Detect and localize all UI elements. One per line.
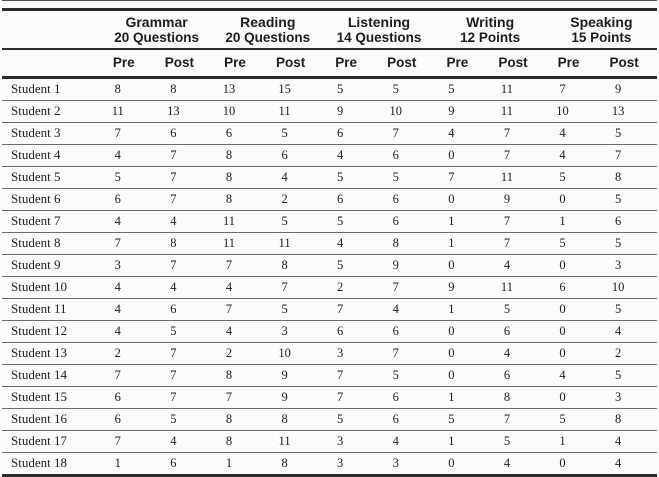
score-cell: 8 — [268, 409, 324, 431]
score-cell: 0 — [435, 365, 491, 387]
score-cell: 0 — [546, 387, 602, 409]
score-cell: 3 — [323, 343, 379, 365]
score-cell: 5 — [601, 189, 657, 211]
score-cell: 2 — [268, 189, 324, 211]
score-cell: 7 — [323, 299, 379, 321]
score-cell: 5 — [601, 365, 657, 387]
student-label: Student 12 — [2, 321, 101, 343]
score-cell: 5 — [323, 409, 379, 431]
score-cell: 4 — [601, 431, 657, 453]
score-cell: 1 — [546, 211, 602, 233]
table-row — [2, 409, 657, 431]
score-cell: 9 — [490, 189, 546, 211]
score-cell: 13 — [157, 101, 213, 123]
score-cell: 1 — [435, 299, 491, 321]
score-cell: 4 — [379, 431, 435, 453]
score-cell: 6 — [101, 409, 157, 431]
column-group-header — [212, 10, 323, 50]
scores-table — [2, 8, 657, 477]
table-row — [2, 343, 657, 365]
score-cell: 6 — [379, 409, 435, 431]
group-name: Reading — [240, 14, 296, 30]
student-label: Student 10 — [2, 277, 101, 299]
group-subtitle: 20 Questions — [114, 30, 199, 45]
score-cell: 7 — [101, 365, 157, 387]
score-cell: 5 — [546, 233, 602, 255]
score-cell: 6 — [101, 387, 157, 409]
score-cell: 6 — [379, 321, 435, 343]
score-cell: 5 — [323, 78, 379, 101]
score-cell: 8 — [157, 78, 213, 101]
table-row — [2, 299, 657, 321]
score-cell: 3 — [601, 387, 657, 409]
score-cell: 11 — [212, 211, 268, 233]
score-cell: 7 — [546, 78, 602, 101]
score-cell: 7 — [268, 277, 324, 299]
table-row — [2, 321, 657, 343]
score-cell: 6 — [268, 145, 324, 167]
score-cell: 13 — [601, 101, 657, 123]
score-cell: 5 — [157, 409, 213, 431]
student-label: Student 1 — [2, 78, 101, 101]
score-cell: 4 — [503, 456, 511, 470]
score-cell: 1 — [114, 456, 121, 470]
score-cell: 6 — [379, 145, 435, 167]
table-body — [2, 78, 657, 476]
score-cell: 7 — [435, 167, 491, 189]
score-cell: 1 — [546, 431, 602, 453]
score-cell: 1 — [435, 211, 491, 233]
score-cell: 1 — [435, 233, 491, 255]
group-subtitle: 20 Questions — [225, 30, 311, 45]
score-cell: 7 — [323, 387, 379, 409]
subheader-cell: Pre — [546, 49, 602, 78]
table-header — [2, 10, 657, 78]
score-cell: 5 — [323, 211, 379, 233]
score-cell: 7 — [379, 123, 435, 145]
score-cell: 11 — [268, 431, 324, 453]
table-row — [2, 123, 657, 145]
score-cell: 7 — [157, 387, 213, 409]
score-cell: 10 — [546, 101, 602, 123]
score-cell: 0 — [546, 343, 602, 365]
score-cell: 7 — [157, 343, 213, 365]
score-cell: 11 — [490, 167, 546, 189]
score-cell: 6 — [490, 321, 546, 343]
score-cell: 5 — [546, 409, 602, 431]
score-cell: 1 — [225, 456, 233, 470]
corner-cell — [2, 10, 101, 50]
score-cell: 11 — [490, 101, 546, 123]
score-cell: 3 — [323, 431, 379, 453]
student-label: Student 17 — [2, 431, 101, 453]
score-cell: 4 — [157, 431, 213, 453]
group-subtitle: 12 Points — [460, 30, 521, 45]
score-cell: 0 — [546, 321, 602, 343]
score-cell: 7 — [101, 431, 157, 453]
score-cell: 5 — [546, 167, 602, 189]
score-cell: 7 — [157, 365, 213, 387]
score-cell: 4 — [157, 277, 213, 299]
group-header-row — [2, 10, 657, 50]
subheader-cell: Post — [601, 49, 657, 78]
score-cell: 8 — [268, 255, 324, 277]
table-row — [2, 167, 657, 189]
score-cell: 5 — [379, 167, 435, 189]
score-cell: 5 — [490, 299, 546, 321]
table-row — [2, 387, 657, 409]
student-label: Student 7 — [2, 211, 101, 233]
score-cell: 6 — [323, 123, 379, 145]
student-label: Student 9 — [2, 255, 101, 277]
score-cell: 6 — [157, 123, 213, 145]
score-cell: 8 — [157, 233, 213, 255]
score-cell: 0 — [546, 255, 602, 277]
score-cell: 5 — [268, 123, 324, 145]
score-cell: 4 — [601, 321, 657, 343]
score-cell: 9 — [379, 255, 435, 277]
score-cell: 11 — [101, 101, 157, 123]
score-cell: 7 — [379, 277, 435, 299]
subheader-cell: Pre — [212, 49, 268, 78]
column-group-header — [101, 10, 212, 50]
score-cell: 1 — [435, 387, 491, 409]
column-group-header — [435, 10, 546, 50]
score-cell: 6 — [546, 277, 602, 299]
student-label: Student 16 — [2, 409, 101, 431]
score-cell: 8 — [212, 145, 268, 167]
student-label: Student 15 — [2, 387, 101, 409]
score-cell: 5 — [157, 321, 213, 343]
score-cell: 6 — [212, 123, 268, 145]
score-cell: 9 — [601, 78, 657, 101]
score-cell: 5 — [268, 299, 324, 321]
score-cell: 5 — [490, 431, 546, 453]
score-cell: 5 — [379, 78, 435, 101]
table-row — [2, 233, 657, 255]
subheader-cell: Post — [490, 49, 546, 78]
score-cell: 10 — [268, 343, 324, 365]
score-cell: 5 — [101, 167, 157, 189]
table-row — [2, 453, 657, 476]
score-cell: 15 — [268, 78, 324, 101]
score-cell: 7 — [212, 387, 268, 409]
score-cell: 4 — [323, 233, 379, 255]
score-cell: 8 — [379, 233, 435, 255]
score-cell: 2 — [101, 343, 157, 365]
score-cell: 9 — [435, 277, 491, 299]
column-group-header — [323, 10, 434, 50]
score-cell: 5 — [323, 255, 379, 277]
score-cell: 3 — [392, 456, 399, 470]
score-cell: 4 — [212, 321, 268, 343]
score-cell: 6 — [323, 189, 379, 211]
score-cell: 7 — [157, 167, 213, 189]
score-cell: 6 — [379, 387, 435, 409]
score-cell: 8 — [601, 167, 657, 189]
score-cell: 7 — [101, 233, 157, 255]
score-cell: 7 — [490, 233, 546, 255]
score-cell: 0 — [559, 456, 566, 470]
score-cell: 8 — [281, 456, 288, 470]
score-cell: 11 — [212, 233, 268, 255]
score-cell: 6 — [323, 321, 379, 343]
score-cell: 11 — [490, 78, 546, 101]
subheader-cell: Post — [268, 49, 324, 78]
subheader-cell: Pre — [323, 49, 379, 78]
score-cell: 4 — [546, 145, 602, 167]
score-cell: 7 — [379, 343, 435, 365]
score-cell: 7 — [157, 189, 213, 211]
score-cell: 5 — [601, 123, 657, 145]
score-cell: 5 — [268, 211, 324, 233]
score-cell: 3 — [268, 321, 324, 343]
score-cell: 7 — [490, 145, 546, 167]
score-cell: 4 — [212, 277, 268, 299]
score-cell: 0 — [435, 255, 491, 277]
table-row — [2, 101, 657, 123]
table-row — [2, 255, 657, 277]
score-cell: 2 — [323, 277, 379, 299]
score-cell: 4 — [615, 456, 622, 470]
score-cell: 6 — [490, 365, 546, 387]
table-top-rule — [2, 0, 657, 1]
score-cell: 7 — [490, 409, 546, 431]
score-cell: 5 — [435, 78, 491, 101]
student-label: Student 3 — [2, 123, 101, 145]
student-label: Student 18 — [11, 455, 67, 470]
score-cell: 8 — [212, 189, 268, 211]
subheader-cell: Post — [379, 49, 435, 78]
score-cell: 9 — [268, 387, 324, 409]
student-label: Student 4 — [2, 145, 101, 167]
score-cell: 8 — [490, 387, 546, 409]
score-cell: 5 — [601, 233, 657, 255]
score-cell: 4 — [546, 365, 602, 387]
score-cell: 10 — [601, 277, 657, 299]
table-row — [2, 277, 657, 299]
table-row — [2, 431, 657, 453]
score-cell: 10 — [212, 101, 268, 123]
score-cell: 8 — [101, 78, 157, 101]
table-row — [2, 145, 657, 167]
group-name: Writing — [466, 14, 515, 30]
score-cell: 4 — [546, 123, 602, 145]
score-cell: 7 — [601, 145, 657, 167]
score-cell: 4 — [435, 123, 491, 145]
score-cell: 6 — [170, 456, 177, 470]
score-cell: 4 — [101, 299, 157, 321]
student-label: Student 8 — [2, 233, 101, 255]
group-subtitle: 15 Points — [571, 30, 632, 45]
score-cell: 8 — [212, 431, 268, 453]
score-cell: 0 — [435, 189, 491, 211]
score-cell: 6 — [101, 189, 157, 211]
score-cell: 1 — [435, 431, 491, 453]
score-cell: 7 — [157, 145, 213, 167]
student-label: Student 11 — [2, 299, 101, 321]
score-cell: 4 — [101, 277, 157, 299]
score-cell: 8 — [601, 409, 657, 431]
score-cell: 8 — [212, 167, 268, 189]
score-cell: 6 — [379, 189, 435, 211]
score-cell: 4 — [101, 321, 157, 343]
score-cell: 0 — [546, 189, 602, 211]
score-cell: 5 — [435, 409, 491, 431]
subheader-cell: Pre — [435, 49, 491, 78]
score-cell: 10 — [379, 101, 435, 123]
score-cell: 2 — [212, 343, 268, 365]
subheader-cell: Pre — [101, 49, 157, 78]
score-cell: 11 — [268, 101, 324, 123]
student-label: Student 13 — [2, 343, 101, 365]
score-cell: 7 — [323, 365, 379, 387]
score-cell: 8 — [212, 365, 268, 387]
score-cell: 7 — [101, 123, 157, 145]
subheader-cell: Post — [157, 49, 213, 78]
student-label: Student 2 — [2, 101, 101, 123]
score-cell: 5 — [379, 365, 435, 387]
score-cell: 13 — [212, 78, 268, 101]
score-cell: 0 — [448, 456, 455, 470]
score-cell: 7 — [157, 255, 213, 277]
score-cell: 5 — [323, 167, 379, 189]
table-row — [2, 78, 657, 101]
score-cell: 9 — [435, 101, 491, 123]
table-row — [2, 189, 657, 211]
score-cell: 9 — [268, 365, 324, 387]
subheader-row — [2, 49, 657, 78]
score-cell: 5 — [601, 299, 657, 321]
score-cell: 4 — [323, 145, 379, 167]
score-cell: 4 — [268, 167, 324, 189]
score-cell: 3 — [337, 456, 344, 470]
score-cell: 3 — [601, 255, 657, 277]
score-cell: 8 — [212, 409, 268, 431]
table-row — [2, 365, 657, 387]
score-cell: 0 — [546, 299, 602, 321]
group-name: Grammar — [125, 14, 188, 30]
score-cell: 7 — [490, 211, 546, 233]
column-group-header — [546, 10, 657, 50]
score-cell: 6 — [601, 211, 657, 233]
group-name: Listening — [347, 14, 411, 30]
student-label: Student 6 — [2, 189, 101, 211]
score-cell: 0 — [435, 145, 491, 167]
corner-cell — [2, 49, 101, 78]
student-label: Student 5 — [2, 167, 101, 189]
score-cell: 4 — [101, 211, 157, 233]
score-cell: 7 — [490, 123, 546, 145]
score-cell: 7 — [212, 255, 268, 277]
group-subtitle: 14 Questions — [336, 30, 422, 45]
score-cell: 4 — [157, 211, 213, 233]
score-cell: 4 — [490, 343, 546, 365]
score-cell: 6 — [157, 299, 213, 321]
score-cell: 2 — [601, 343, 657, 365]
score-cell: 9 — [323, 101, 379, 123]
score-cell: 11 — [268, 233, 324, 255]
score-cell: 0 — [435, 343, 491, 365]
score-cell: 0 — [435, 321, 491, 343]
score-cell: 4 — [379, 299, 435, 321]
score-cell: 4 — [490, 255, 546, 277]
score-cell: 11 — [490, 277, 546, 299]
score-cell: 6 — [379, 211, 435, 233]
table-row — [2, 211, 657, 233]
score-cell: 7 — [212, 299, 268, 321]
student-label: Student 14 — [2, 365, 101, 387]
score-cell: 3 — [101, 255, 157, 277]
score-cell: 4 — [101, 145, 157, 167]
group-name: Speaking — [570, 14, 633, 30]
